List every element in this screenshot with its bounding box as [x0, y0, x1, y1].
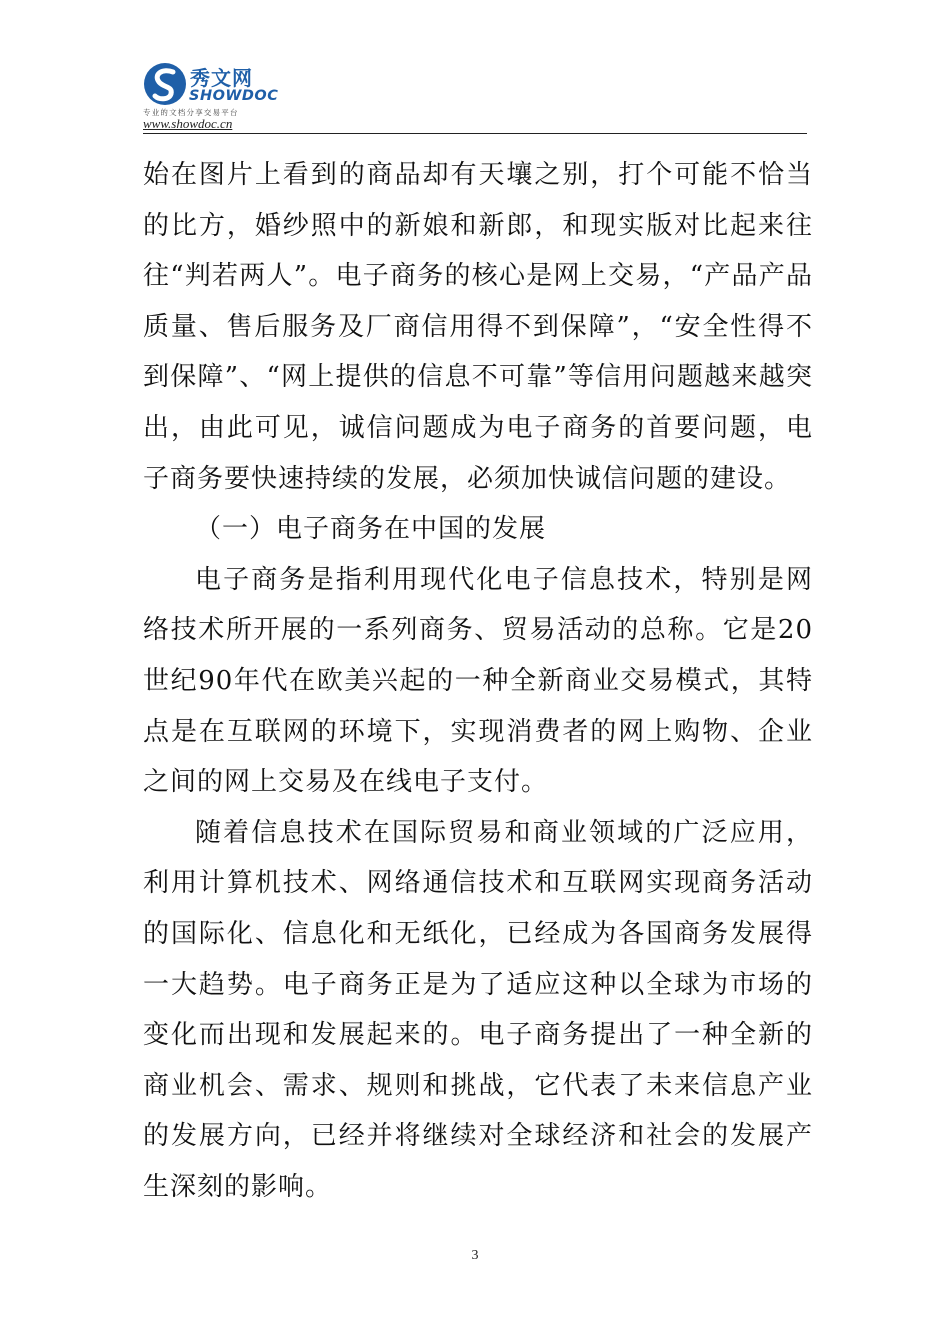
- brand-tagline: 专业的文档分享交易平台: [143, 108, 239, 117]
- brand-name-cn: 秀文网: [190, 66, 253, 90]
- section-heading: （一）电子商务在中国的发展: [195, 514, 547, 545]
- page-header: [143, 62, 807, 136]
- paragraph-definition: 电子商务是指利用现代化电子信息技术，特别是网络技术所开展的一系列商务、贸易活动的总称。它是20世纪90年代在欧美兴起的一种全新商业交易模式，其特点是在互联网的环境下，实现消费者的网上购物、企业之间的网上交易及在线电子支付。: [143, 564, 813, 798]
- paragraph-trend: 随着信息技术在国际贸易和商业领域的广泛应用，利用计算机技术、网络通信技术和互联网实现商务活动的国际化、信息化和无纸化，已经成为各国商务发展得一大趋势。电子商务正是为了适应这种以全球为市场的变化而出现和发展起来的。电子商务提出了一种全新的商业机会、需求、规则和挑战，它代表了未来信息产业的发展方向，已经并将继续对全球经济和社会的发展产生深刻的影响。: [143, 817, 813, 1202]
- paragraph-continuation: 始在图片上看到的商品却有天壤之别，打个可能不恰当的比方，婚纱照中的新娘和新郎，和现实版对比起来往往“判若两人”。电子商务的核心是网上交易，“产品产品质量、售后服务及厂商信用得不到保障”，“安全性得不到保障”、“网上提供的信息不可靠”等信用问题越来越突出，由此可见，诚信问题成为电子商务的首要问题，电子商务要快速持续的发展，必须加快诚信问题的建设。: [143, 160, 813, 494]
- showdoc-logo-icon: [143, 62, 187, 106]
- document-body: [143, 150, 813, 1212]
- brand-name-en: SHOWDOC: [189, 88, 279, 104]
- page-number: 3: [471, 1248, 479, 1263]
- header-divider: [143, 133, 807, 134]
- site-url-link[interactable]: www.showdoc.cn: [143, 116, 233, 131]
